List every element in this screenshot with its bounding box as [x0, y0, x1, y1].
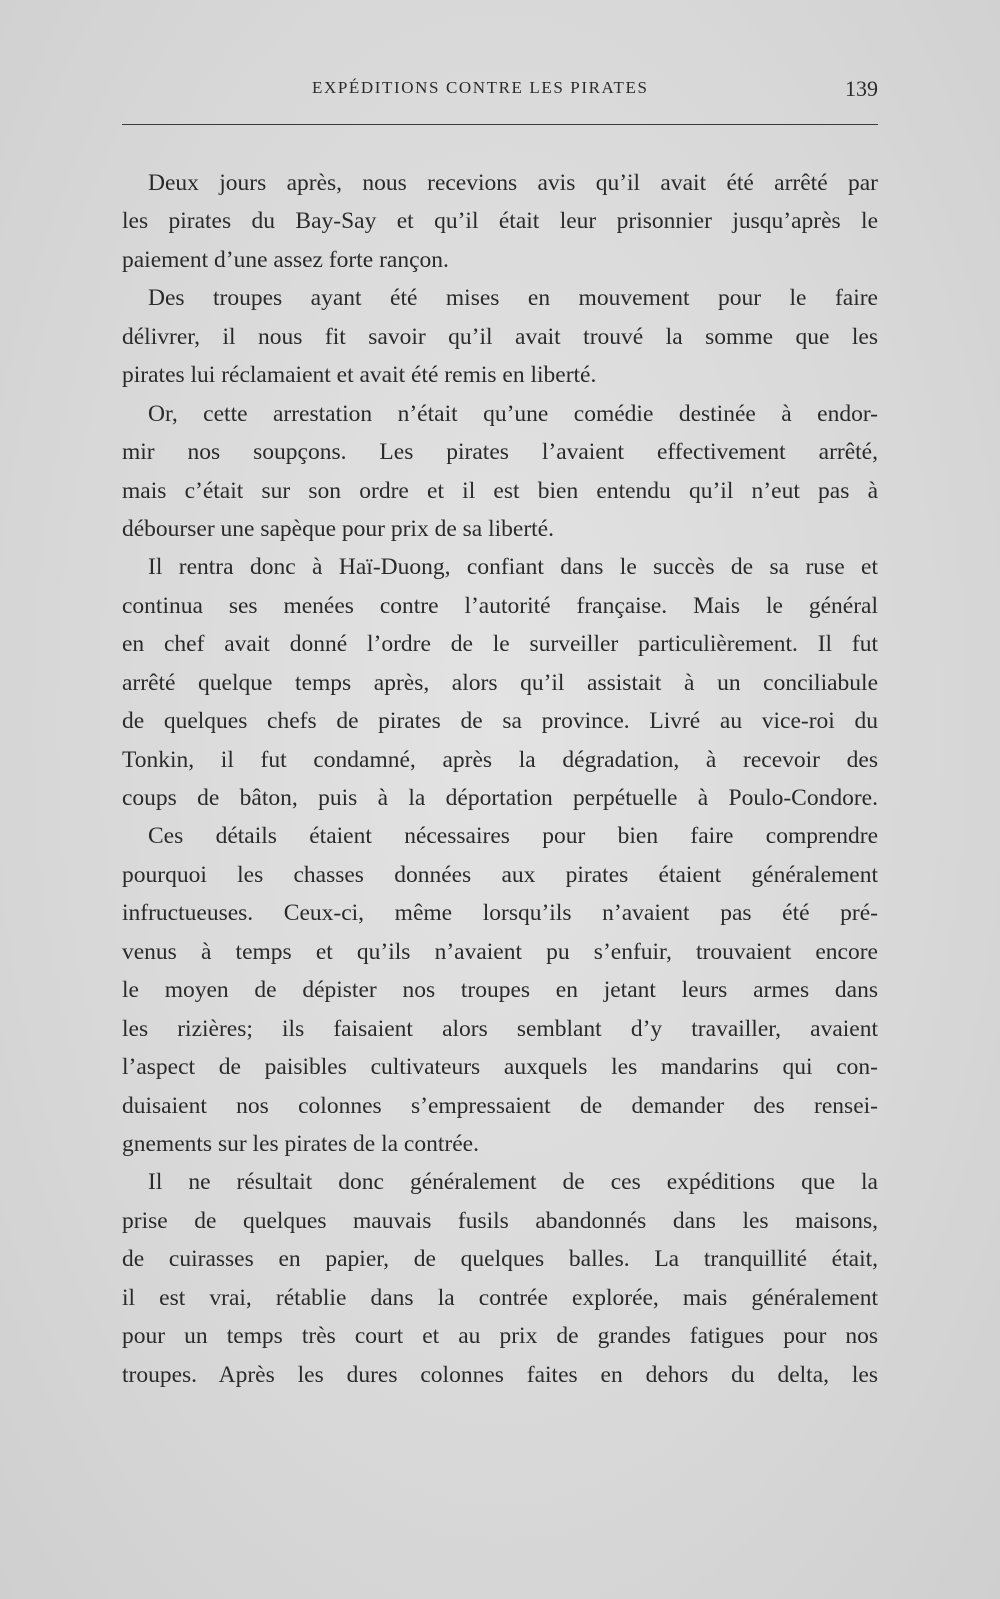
text-line: de quelques chefs de pirates de sa province. Livré au vice-roi du: [122, 708, 878, 735]
page-header: [122, 78, 878, 108]
text-line: mir nos soupçons. Les pirates l’avaient effectivement arrêté,: [122, 439, 878, 466]
text-line: de cuirasses en papier, de quelques balles. La tranquillité était,: [122, 1246, 878, 1273]
text-line: troupes. Après les dures colonnes faites en dehors du delta, les: [122, 1361, 878, 1388]
text-line: Des troupes ayant été mises en mouvement pour le faire: [148, 285, 878, 312]
text-line: l’aspect de paisibles cultivateurs auxquels les mandarins qui con-: [122, 1054, 878, 1081]
header-rule: [122, 124, 878, 125]
running-head: EXPÉDITIONS CONTRE LES PIRATES: [312, 78, 649, 97]
text-line: arrêté quelque temps après, alors qu’il assistait à un conciliabule: [122, 669, 878, 696]
text-line: Il rentra donc à Haï-Duong, confiant dans le succès de sa ruse et: [148, 554, 878, 581]
text-line: paiement d’une assez forte rançon.: [122, 246, 449, 273]
text-line: duisaient nos colonnes s’empressaient de demander des rensei-: [122, 1092, 878, 1119]
text-line: il est vrai, rétablie dans la contrée explorée, mais généralement: [122, 1284, 878, 1311]
text-line: infructueuses. Ceux-ci, même lorsqu’ils n’avaient pas été pré-: [122, 900, 878, 927]
body-text: [122, 164, 878, 1394]
text-line: Il ne résultait donc généralement de ces expéditions que la: [148, 1169, 878, 1196]
text-line: mais c’était sur son ordre et il est bien entendu qu’il n’eut pas à: [122, 477, 878, 504]
text-line: Ces détails étaient nécessaires pour bien faire comprendre: [148, 823, 878, 850]
text-line: débourser une sapèque pour prix de sa liberté.: [122, 515, 554, 542]
text-line: pourquoi les chasses données aux pirates étaient généralement: [122, 861, 878, 888]
text-line: en chef avait donné l’ordre de le surveiller particulièrement. Il fut: [122, 631, 878, 658]
text-line: gnements sur les pirates de la contrée.: [122, 1130, 479, 1157]
text-line: pour un temps très court et au prix de grandes fatigues pour nos: [122, 1323, 878, 1350]
text-line: le moyen de dépister nos troupes en jetant leurs armes dans: [122, 977, 878, 1004]
text-line: les pirates du Bay-Say et qu’il était leur prisonnier jusqu’après le: [122, 208, 878, 235]
text-line: les rizières; ils faisaient alors semblant d’y travailler, avaient: [122, 1015, 878, 1042]
text-line: Deux jours après, nous recevions avis qu’il avait été arrêté par: [148, 170, 878, 196]
text-line: prise de quelques mauvais fusils abandonnés dans les maisons,: [122, 1207, 878, 1234]
text-line: Or, cette arrestation n’était qu’une comédie destinée à endor-: [148, 400, 878, 427]
text-line: continua ses menées contre l’autorité française. Mais le général: [122, 592, 878, 619]
text-line: pirates lui réclamaient et avait été remis en liberté.: [122, 362, 597, 389]
text-line: venus à temps et qu’ils n’avaient pu s’enfuir, trouvaient encore: [122, 938, 878, 965]
text-line: délivrer, il nous fit savoir qu’il avait trouvé la somme que les: [122, 323, 878, 350]
page-number: 139: [845, 76, 878, 101]
text-line: coups de bâton, puis à la déportation perpétuelle à Poulo-Condore.: [122, 785, 878, 811]
text-line: Tonkin, il fut condamné, après la dégradation, à recevoir des: [122, 746, 878, 773]
